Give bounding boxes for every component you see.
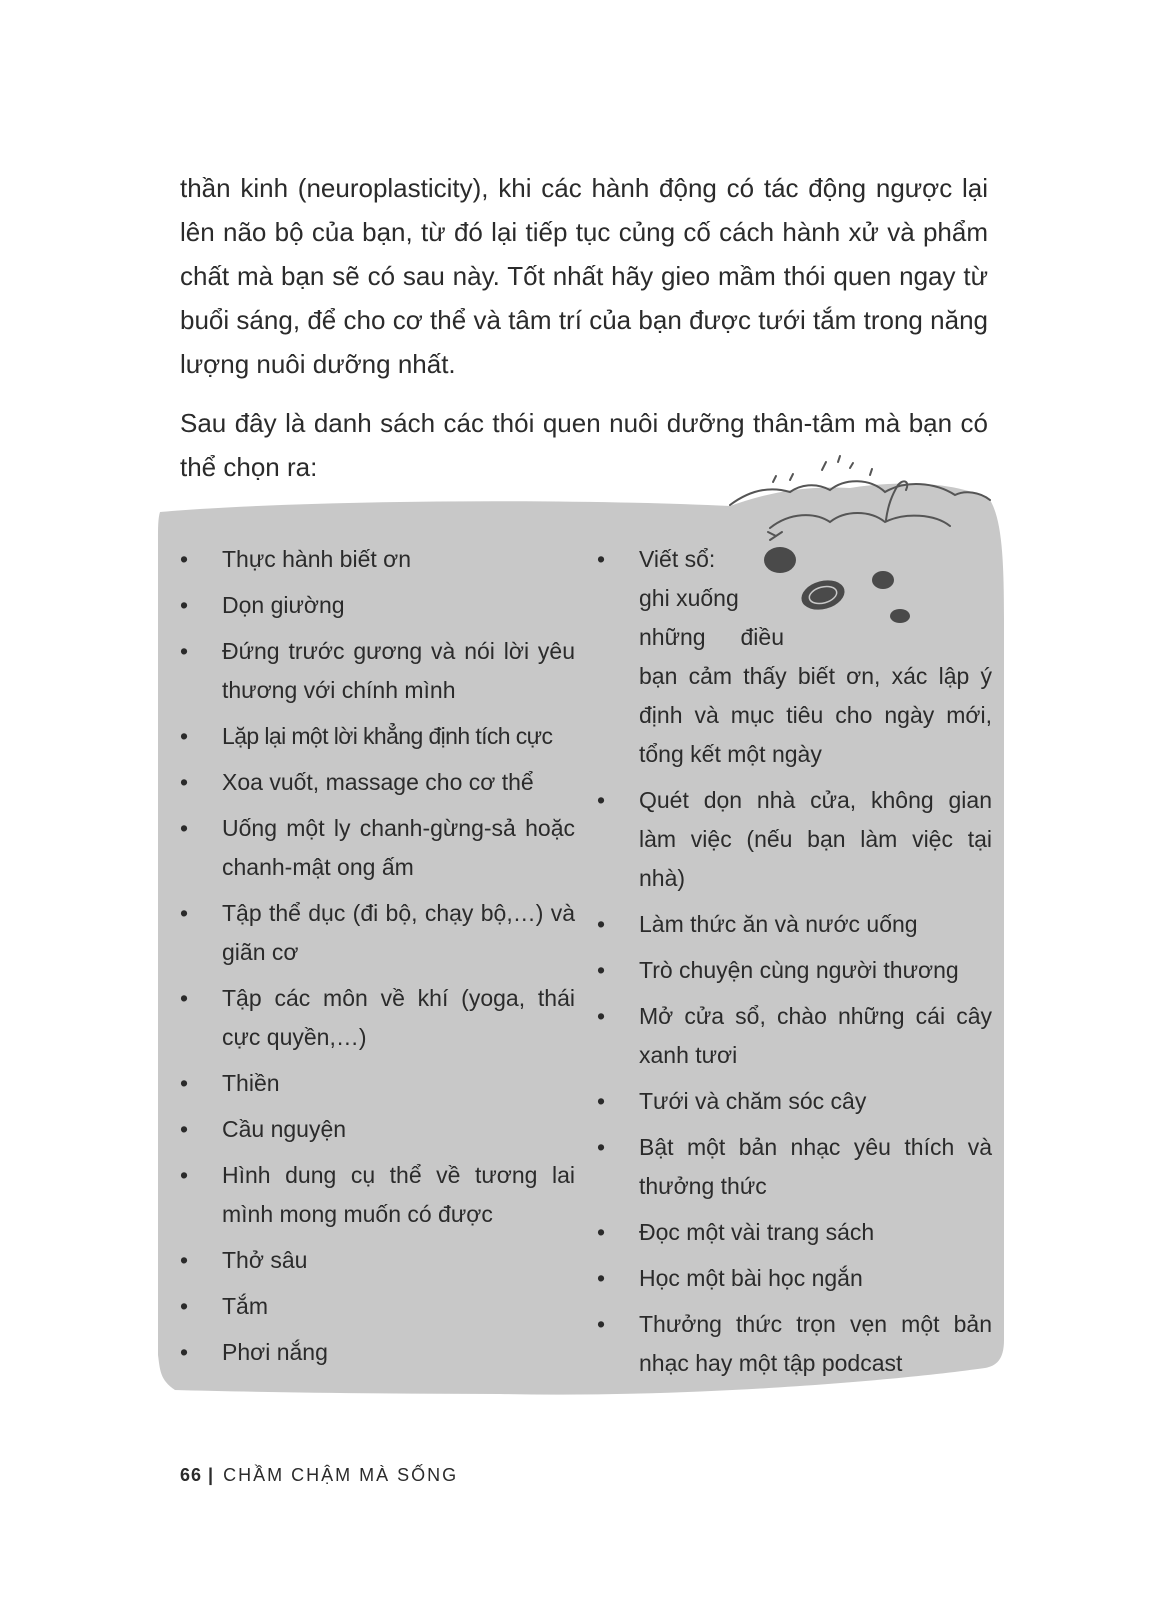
list-item-journal: [639, 540, 992, 774]
list-item: • Dọn giường: [222, 586, 575, 625]
list-item: • Đọc một vài trang sách: [639, 1213, 992, 1252]
list-item: • Uống một ly chanh-gừng-sả hoặc chanh-mật ong ấm: [222, 809, 575, 887]
list-item: • Tập thể dục (đi bộ, chạy bộ,…) và giãn cơ: [222, 894, 575, 972]
book-title: CHẦM CHẬM MÀ SỐNG: [223, 1465, 459, 1485]
list-item: • Thở sâu: [222, 1241, 575, 1280]
page-footer: [180, 1465, 458, 1486]
list-item: • Tưới và chăm sóc cây: [639, 1082, 992, 1121]
list-item: • Đứng trước gương và nói lời yêu thương với chính mình: [222, 632, 575, 710]
list-item: • Quét dọn nhà cửa, không gian làm việc (nếu bạn làm việc tại nhà): [639, 781, 992, 898]
footer-separator: |: [208, 1465, 216, 1485]
journal-line-3: những điều: [639, 624, 784, 650]
list-item: • Thực hành biết ơn: [222, 540, 575, 579]
list-item: • Làm thức ăn và nước uống: [639, 905, 992, 944]
list-item: • Thưởng thức trọn vẹn một bản nhạc hay một tập podcast: [639, 1305, 992, 1383]
journal-rest: bạn cảm thấy biết ơn, xác lập ý định và mục tiêu cho ngày mới, tổng kết một ngày: [639, 663, 992, 767]
journal-line-2: ghi xuống: [639, 585, 739, 611]
list-item: • Thiền: [222, 1064, 575, 1103]
list-item: • Tắm: [222, 1287, 575, 1326]
list-item: • Phơi nắng: [222, 1333, 575, 1372]
habits-list-right: [639, 540, 992, 1390]
list-item: • Mở cửa sổ, chào những cái cây xanh tươi: [639, 997, 992, 1075]
body-paragraph-1: thần kinh (neuroplasticity), khi các hành động có tác động ngược lại lên não bộ của bạn, từ đó lại tiếp tục củng cố cách hành xử và phẩm chất mà bạn sẽ có sau này. Tốt nhất hãy gieo mầm thói quen ngay từ buổi sáng, để cho cơ thể và tâm trí của bạn được tưới tắm trong năng lượng nuôi dưỡng nhất.: [180, 173, 988, 379]
list-item: • Cầu nguyện: [222, 1110, 575, 1149]
list-item: • Trò chuyện cùng người thương: [639, 951, 992, 990]
page-number: 66: [180, 1465, 203, 1485]
list-item: • Bật một bản nhạc yêu thích và thưởng thức: [639, 1128, 992, 1206]
list-item: • Tập các môn về khí (yoga, thái cực quyền,…): [222, 979, 575, 1057]
list-item: • Xoa vuốt, massage cho cơ thể: [222, 763, 575, 802]
list-item: • Học một bài học ngắn: [639, 1259, 992, 1298]
habits-list-left: [222, 540, 575, 1379]
list-item: • Hình dung cụ thể về tương lai mình mong muốn có được: [222, 1156, 575, 1234]
body-paragraph-2: Sau đây là danh sách các thói quen nuôi dưỡng thân-tâm mà bạn có thể chọn ra:: [180, 408, 988, 482]
journal-line-1: • Viết sổ:: [639, 546, 716, 572]
list-item: • Lặp lại một lời khẳng định tích cực: [222, 717, 575, 756]
